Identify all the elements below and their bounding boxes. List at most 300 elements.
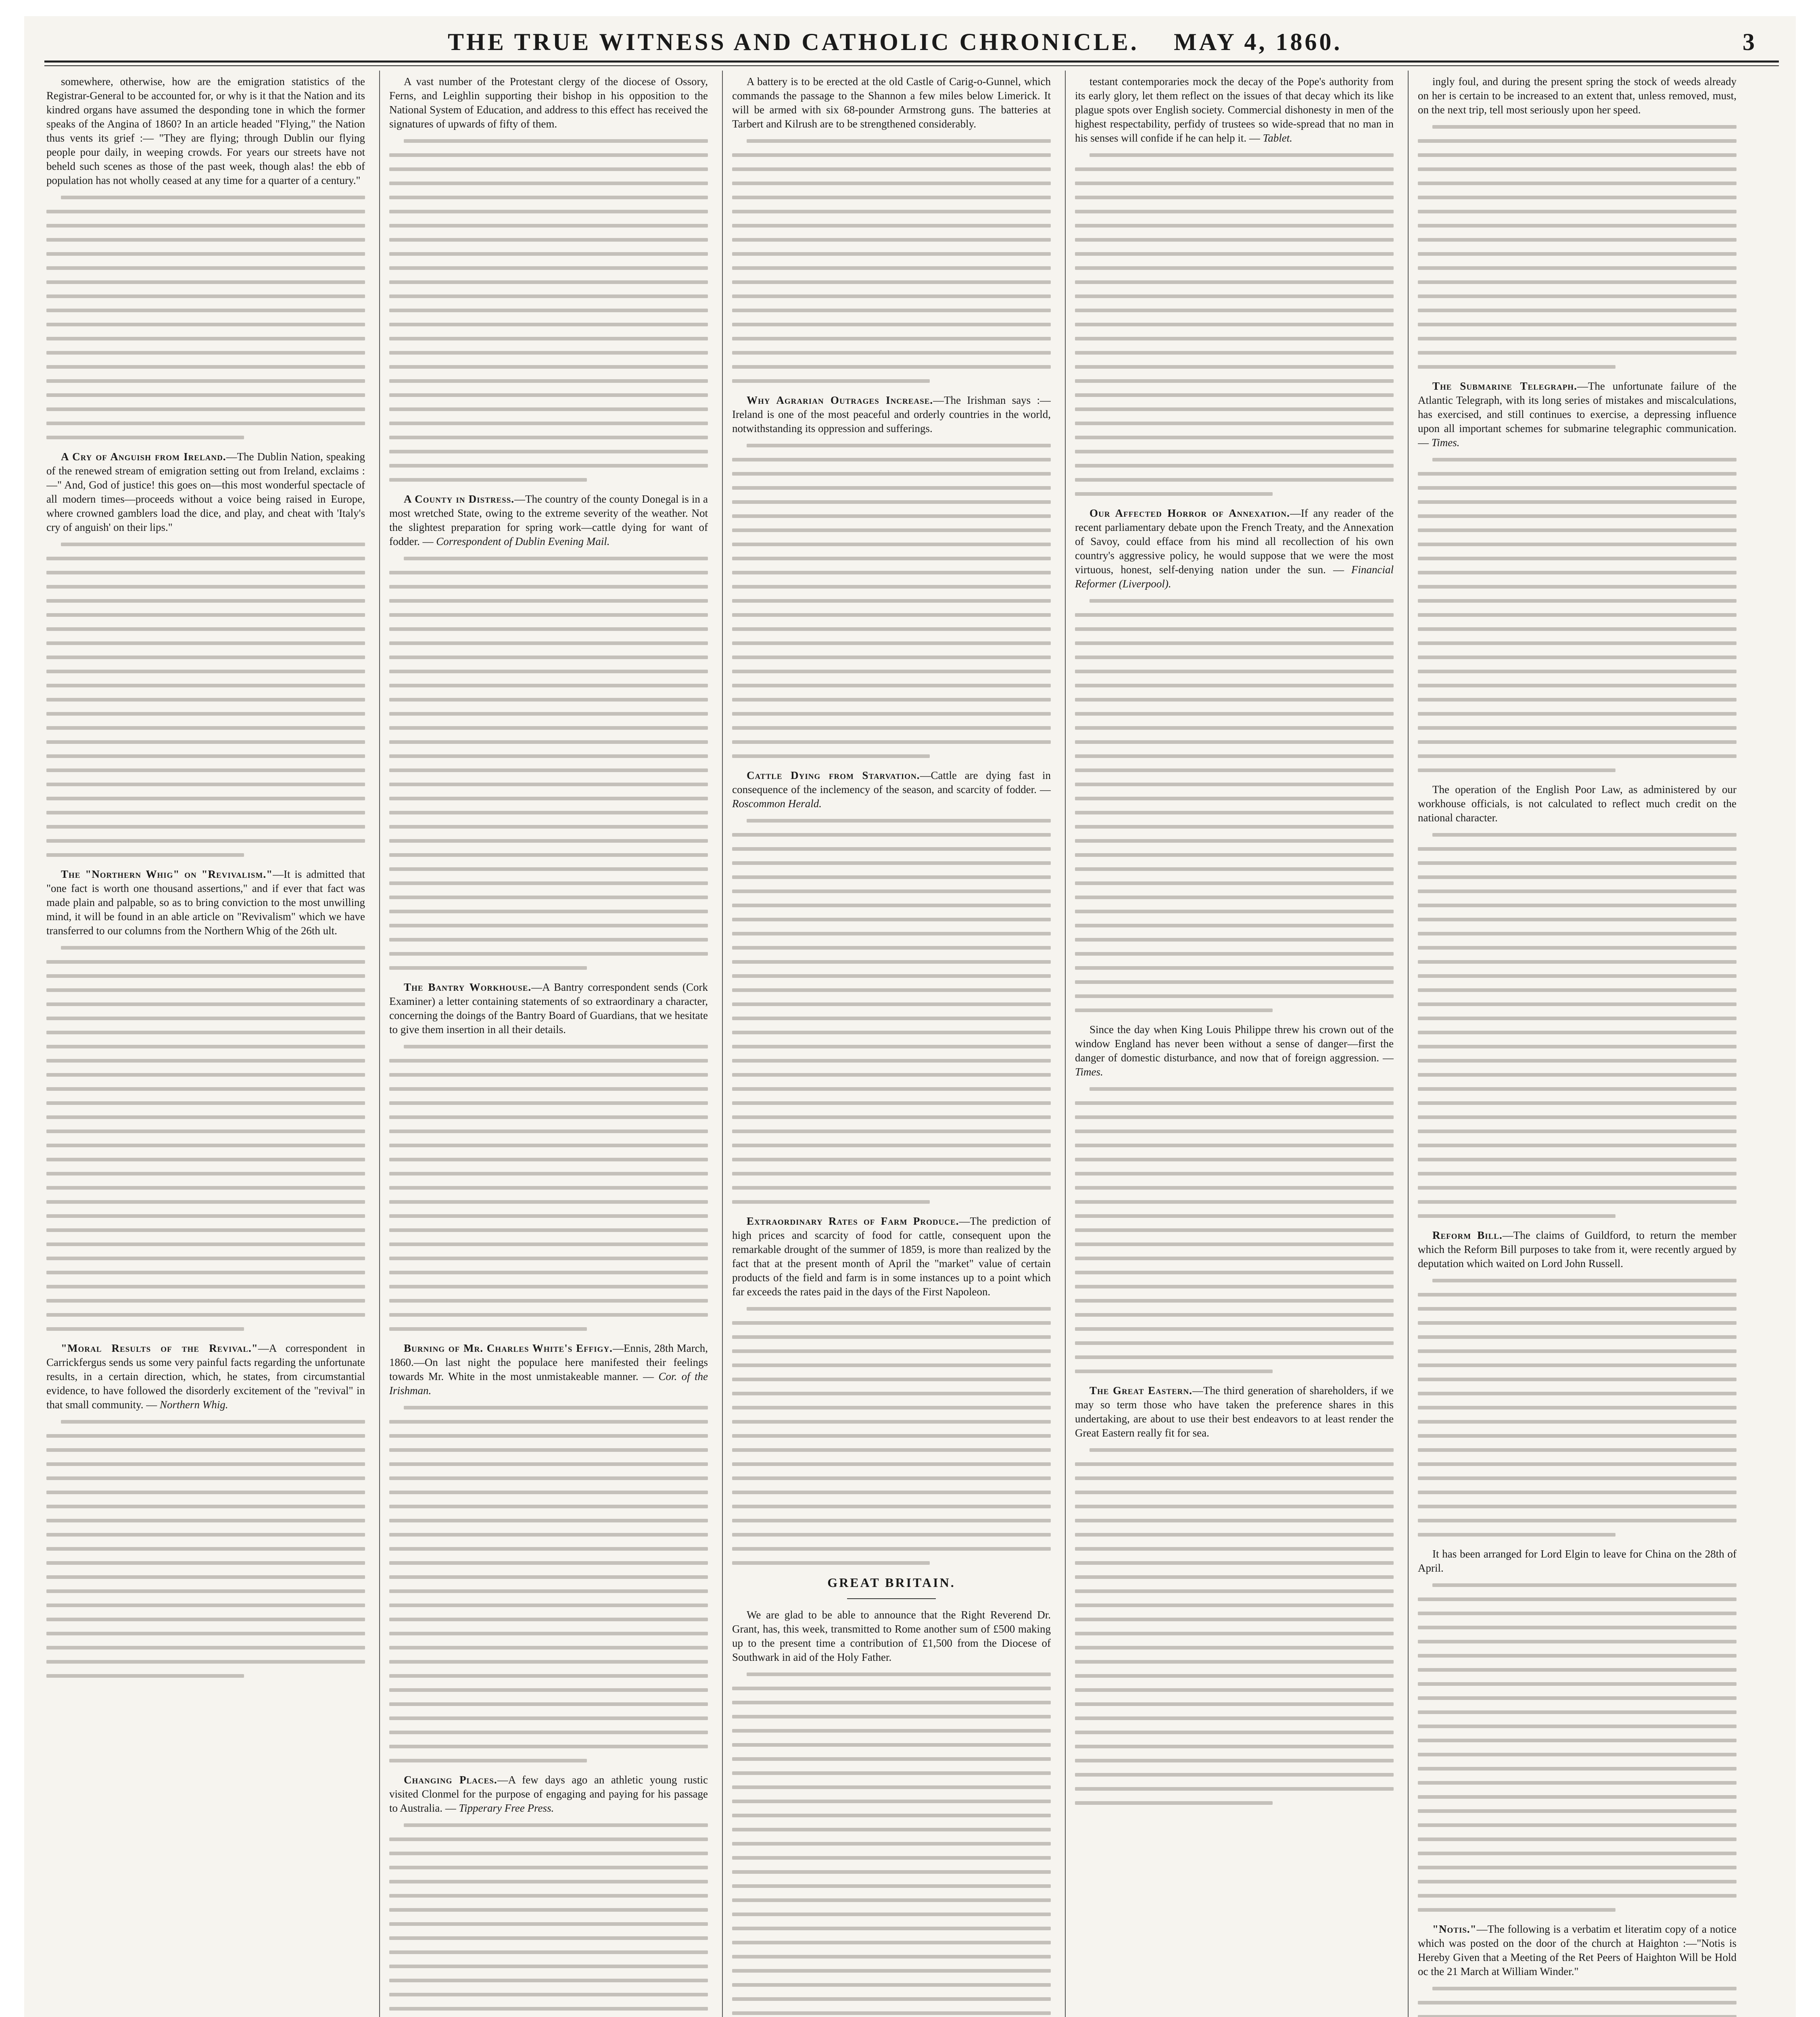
text-line [389, 952, 708, 956]
text-line [1418, 1668, 1737, 1672]
article-paragraph [46, 450, 365, 535]
article-text: The operation of the English Poor Law, as administered by our workhouse officials, is not calculated to reflect much credit on the national character. [1418, 783, 1737, 824]
article-paragraph [732, 393, 1051, 436]
text-line [732, 1842, 1051, 1846]
text-line [1075, 896, 1394, 899]
text-line [46, 1505, 365, 1508]
text-line [46, 1144, 365, 1147]
text-line [389, 1965, 708, 1968]
text-line [389, 1561, 708, 1565]
text-line [389, 1073, 708, 1077]
text-line [389, 896, 708, 899]
article-heading: Changing Places. [404, 1774, 497, 1786]
text-line [1075, 1144, 1394, 1147]
text-line [1418, 1321, 1737, 1325]
text-line [1418, 153, 1737, 157]
text-line [389, 1660, 708, 1664]
article-paragraph: Since the day when King Louis Philippe threw his crown out of the window England has never been without a sense of danger—first the danger of domestic disturbance, and now that of foreign aggression. — Times. [1075, 1023, 1394, 1078]
text-line [1418, 224, 1737, 228]
text-line [389, 1448, 708, 1452]
text-line [732, 1434, 1051, 1438]
text-line [389, 1313, 708, 1317]
text-line [404, 1406, 708, 1409]
text-line [1075, 684, 1394, 687]
text-line [732, 2011, 1051, 2015]
article-paragraph: Burning of Mr. Charles White's Effigy.—Ennis, 28th March, 1860.—On last night the populace here manifested their feelings towards Mr. White in the most unmistakeable manner. — Cor. of the Irishman. [389, 1342, 708, 1397]
text-line [1075, 740, 1394, 744]
text-line [389, 1702, 708, 1706]
text-line [1418, 1406, 1737, 1409]
text-line [1075, 881, 1394, 885]
text-line [389, 698, 708, 702]
text-line [389, 1228, 708, 1232]
text-line [732, 1884, 1051, 1888]
text-line [1075, 952, 1394, 956]
text-line [732, 712, 1051, 716]
article-source: Roscommon Herald. [732, 798, 822, 810]
text-line [1075, 1561, 1394, 1565]
text-line [1075, 450, 1394, 453]
text-line [46, 1674, 244, 1678]
text-line [1418, 1186, 1737, 1190]
text-line [732, 1392, 1051, 1395]
text-line [1418, 1894, 1737, 1898]
text-line [1418, 684, 1737, 687]
text-line [389, 768, 708, 772]
text-line [46, 1547, 365, 1551]
text-line [389, 294, 708, 298]
text-line [389, 210, 708, 213]
text-line [389, 938, 708, 942]
text-line [389, 825, 708, 829]
article-heading: The Great Eastern. [1089, 1384, 1192, 1397]
text-line [389, 754, 708, 758]
text-line [1418, 1640, 1737, 1643]
text-line [1418, 599, 1737, 603]
text-line [46, 627, 365, 631]
text-line [1075, 393, 1394, 397]
text-line [1418, 543, 1737, 546]
text-line [389, 1059, 708, 1063]
text-line [1418, 1448, 1737, 1452]
text-line [1418, 875, 1737, 879]
text-line [46, 1491, 365, 1494]
text-line [732, 1059, 1051, 1063]
text-line [1075, 1632, 1394, 1635]
text-line [1075, 1716, 1394, 1720]
text-line [1075, 407, 1394, 411]
text-line [61, 1420, 365, 1424]
text-line [389, 1257, 708, 1260]
text-line [732, 1505, 1051, 1508]
text-line [732, 1144, 1051, 1147]
text-line [1418, 1837, 1737, 1841]
text-line [1418, 139, 1737, 143]
text-line [732, 153, 1051, 157]
text-line [389, 351, 708, 355]
text-line [732, 1828, 1051, 1831]
text-line [46, 294, 365, 298]
text-line [1418, 1130, 1737, 1133]
text-line [389, 1476, 708, 1480]
text-line [389, 867, 708, 871]
text-line [46, 825, 365, 829]
text-line [732, 1814, 1051, 1817]
text-line [732, 1158, 1051, 1161]
article-heading: The Submarine Telegraph. [1432, 380, 1577, 392]
text-line [1418, 1809, 1737, 1813]
article-body-lines [1418, 458, 1737, 772]
text-line [1418, 1349, 1737, 1353]
article-text: —Cattle are dying fast in consequence of the inclemency of the season, and scarcity of fodder. [732, 769, 1051, 796]
text-line [46, 1604, 365, 1607]
text-line [46, 1257, 365, 1260]
text-line [389, 1894, 708, 1898]
article-paragraph [389, 980, 708, 1037]
article-body-lines [732, 1307, 1051, 1565]
text-line [732, 988, 1051, 992]
text-line [1432, 458, 1737, 461]
text-line [1075, 1172, 1394, 1176]
text-line [46, 1327, 244, 1331]
text-line [732, 946, 1051, 950]
text-line [1075, 478, 1394, 482]
text-line [389, 224, 708, 228]
text-line [732, 1800, 1051, 1803]
text-line [732, 280, 1051, 284]
text-line [732, 351, 1051, 355]
text-line [404, 557, 708, 560]
text-line [1089, 1087, 1394, 1091]
text-line [1418, 500, 1737, 504]
article-body-lines [46, 946, 365, 1331]
text-line [732, 585, 1051, 589]
article-heading: A County in Distress. [404, 493, 515, 505]
text-line [389, 1604, 708, 1607]
text-line [46, 337, 365, 340]
article-paragraph: "Moral Results of the Revival."—A correspondent in Carrickfergus sends us some very painful facts regarding the unfortunate results, in a certain direction, which, he states, from circumstantial evidence, to have followed the disorderly excitement of the "revival" in that small community. — Northern Whig. [46, 1342, 365, 1411]
article-heading: A Cry of Anguish from Ireland. [61, 451, 226, 463]
text-line [732, 1715, 1051, 1718]
text-line [732, 1101, 1051, 1105]
text-line [389, 196, 708, 199]
text-line [1075, 294, 1394, 298]
text-line [46, 599, 365, 603]
text-line [1075, 1327, 1394, 1331]
text-line [46, 1575, 365, 1579]
text-line [389, 910, 708, 913]
column-4 [1075, 75, 1394, 2017]
text-line [732, 1927, 1051, 1930]
text-line [1418, 1031, 1737, 1034]
text-line [46, 1073, 365, 1077]
text-line [46, 656, 365, 659]
text-line [1075, 1519, 1394, 1522]
text-line [61, 196, 365, 199]
text-line [1075, 754, 1394, 758]
text-line [389, 1299, 708, 1303]
text-line [732, 1547, 1051, 1551]
text-line [1418, 1087, 1737, 1091]
text-line [732, 379, 930, 383]
text-line [389, 853, 708, 857]
text-line [732, 1955, 1051, 1959]
text-line [389, 238, 708, 242]
text-line [46, 684, 365, 687]
text-line [46, 1214, 365, 1218]
text-line [389, 1731, 708, 1734]
column-1 [46, 75, 365, 2017]
text-line [1432, 833, 1737, 837]
text-line [1075, 867, 1394, 871]
text-line [46, 1158, 365, 1161]
text-line [404, 139, 708, 143]
article-body-lines [389, 557, 708, 970]
article-text: —A few days ago an athletic young rustic visited Clonmel for the purpose of engaging and paying for his passage to Australia. [389, 1774, 708, 1814]
text-line [732, 918, 1051, 921]
text-line [1075, 436, 1394, 439]
text-line [1075, 309, 1394, 312]
text-line [1075, 1370, 1273, 1373]
text-line [389, 309, 708, 312]
text-line [732, 323, 1051, 326]
text-line [1418, 571, 1737, 574]
text-line [1075, 1533, 1394, 1537]
text-line [732, 1785, 1051, 1789]
text-line [389, 1172, 708, 1176]
text-line [1075, 492, 1273, 496]
text-line [732, 889, 1051, 893]
text-line [389, 1589, 708, 1593]
text-line [1418, 1045, 1737, 1048]
article-text: —The third generation of shareholders, if we may so term those who have taken the preference shares in this undertaking, are about to use their best endeavors to at least render the Great Eastern really fit for sea. [1075, 1384, 1394, 1439]
text-line [389, 422, 708, 425]
text-line [1418, 323, 1737, 326]
article-paragraph: Changing Places.—A few days ago an athletic young rustic visited Clonmel for the purpose of engaging and paying for his passage to Australia. — Tipperary Free Press. [389, 1774, 708, 1814]
text-line [1075, 726, 1394, 730]
article-text: —The claims of Guildford, to return the member which the Reform Bill purposes to take from it, were recently argued by deputation which waited on Lord John Russell. [1418, 1229, 1737, 1269]
article-source: Cor. of the Irishman. [389, 1370, 708, 1397]
text-line [46, 1186, 365, 1190]
text-line [389, 1950, 708, 1954]
text-line [389, 1144, 708, 1147]
text-line [46, 1017, 365, 1020]
text-line [1075, 1186, 1394, 1190]
text-line [1075, 797, 1394, 800]
page-margin [1796, 16, 1820, 2017]
text-line [1075, 351, 1394, 355]
text-line [732, 613, 1051, 617]
text-line [389, 571, 708, 574]
text-line [732, 1378, 1051, 1381]
article-body-lines [1418, 1987, 1737, 2017]
text-line [1418, 698, 1737, 702]
text-line [1075, 224, 1394, 228]
text-line [1418, 585, 1737, 589]
text-line [1075, 825, 1394, 829]
article-text: —The country of the county Donegal is in a most wretched State, owing to the extreme severity of the weather. Not the slightest preparation for spring work—cattle dying for want of fodder. [389, 493, 708, 547]
text-line [1075, 1759, 1394, 1762]
article-body-lines [732, 819, 1051, 1204]
text-line [1418, 238, 1737, 242]
text-line [389, 1462, 708, 1466]
article-heading: Our Affected Horror of Annexation. [1089, 507, 1290, 519]
text-line [1075, 670, 1394, 673]
text-line [1075, 966, 1394, 970]
article-heading: Why Agrarian Outrages Increase. [747, 394, 933, 406]
masthead-underrule [44, 65, 1779, 66]
text-line [389, 811, 708, 814]
text-line [1075, 1589, 1394, 1593]
text-line [732, 1130, 1051, 1133]
text-line [1075, 1271, 1394, 1274]
text-line [389, 881, 708, 885]
article-source: Times. [1431, 436, 1460, 449]
text-line [389, 1716, 708, 1720]
article-heading: The "Northern Whig" on "Revivalism." [61, 868, 273, 880]
text-line [1418, 1158, 1737, 1161]
text-line [1418, 847, 1737, 851]
text-line [46, 571, 365, 574]
text-line [46, 1299, 365, 1303]
text-line [732, 557, 1051, 560]
text-line [389, 252, 708, 256]
text-line [1418, 1612, 1737, 1615]
text-line [46, 1271, 365, 1274]
text-line [46, 351, 365, 355]
text-line [1418, 754, 1737, 758]
text-line [732, 1856, 1051, 1860]
text-line [1075, 280, 1394, 284]
text-line [1075, 1242, 1394, 1246]
text-line [389, 1101, 708, 1105]
text-line [1418, 337, 1737, 340]
text-line [46, 1172, 365, 1176]
text-line [46, 1434, 365, 1438]
text-line [46, 224, 365, 228]
article-body-lines [1075, 599, 1394, 1012]
text-line [389, 1993, 708, 1996]
text-line [46, 811, 365, 814]
article-paragraph: Cattle Dying from Starvation.—Cattle are dying fast in consequence of the inclemency of the season, and scarcity of fodder. — Roscommon Herald. [732, 769, 1051, 810]
text-line [1418, 1908, 1615, 1912]
text-line [732, 904, 1051, 907]
text-line [732, 726, 1051, 730]
article-paragraph: testant contemporaries mock the decay of the Pope's authority from its early glory, let them reflect on the issues of that decay which its like plague spots over English society. Commercial dishonesty in men of the highest respectability, perfidy of trustees so wide-spread that no man in his senses will confide if he can help it. — Tablet. [1075, 75, 1394, 144]
text-line [46, 280, 365, 284]
text-line [732, 932, 1051, 935]
article-body-lines [1075, 1448, 1394, 1805]
text-line [389, 641, 708, 645]
text-line [1075, 1101, 1394, 1105]
text-line [732, 974, 1051, 978]
text-line [1418, 1115, 1737, 1119]
text-line [1418, 627, 1737, 631]
text-line [1075, 1618, 1394, 1621]
text-line [1418, 1696, 1737, 1700]
article-source: Tablet. [1263, 132, 1292, 144]
article-text: —The Irishman says :—Ireland is one of the most peaceful and orderly countries in the world, notwithstanding its oppression and sufferings. [732, 394, 1051, 434]
text-line [1418, 1823, 1737, 1827]
text-line [1418, 656, 1737, 659]
article-body-lines [1418, 1279, 1737, 1537]
text-line [1075, 464, 1394, 468]
article-body-lines [46, 543, 365, 857]
text-line [1418, 1626, 1737, 1629]
text-line [1075, 1674, 1394, 1678]
article-heading: "Notis." [1432, 1923, 1477, 1935]
text-line [732, 847, 1051, 851]
text-line [1418, 946, 1737, 950]
masthead [44, 28, 1779, 56]
text-line [1418, 528, 1737, 532]
text-line [389, 153, 708, 157]
article-body-lines [732, 444, 1051, 758]
text-line [389, 1505, 708, 1508]
article-paragraph: The Submarine Telegraph.—The unfortunate failure of the Atlantic Telegraph, with its long series of mistakes and miscalculations, has exercised, and still continues to exercise, a depressing influence upon all important schemes for submarine telegraphic communication. — Times. [1418, 380, 1737, 449]
text-line [732, 1406, 1051, 1409]
text-line [46, 1533, 365, 1537]
text-line [404, 1045, 708, 1048]
text-line [46, 323, 365, 326]
text-line [404, 1823, 708, 1827]
article-heading: Burning of Mr. Charles White's Effigy. [404, 1342, 613, 1354]
text-line [389, 1434, 708, 1438]
text-line [732, 1420, 1051, 1424]
text-line [1075, 1130, 1394, 1133]
text-line [1075, 1214, 1394, 1218]
text-line [1075, 196, 1394, 199]
text-line [46, 436, 244, 439]
article-text: —A correspondent in Carrickfergus sends us some very painful facts regarding the unfortunate results, in a certain direction, which, he states, from circumstantial evidence, to have followed the disorderly excitement of the "revival" in that small community. [46, 1342, 365, 1411]
article-text: A vast number of the Protestant clergy of the diocese of Ossory, Ferns, and Leighlin supporting their bishop in his opposition to the National System of Education, and address to this effect has received the signatures of upwards of fifty of them. [389, 75, 708, 130]
text-line [389, 797, 708, 800]
text-line [389, 966, 587, 970]
text-line [389, 1200, 708, 1204]
text-line [1418, 280, 1737, 284]
text-line [46, 1462, 365, 1466]
text-line [1075, 1200, 1394, 1204]
text-line [1075, 210, 1394, 213]
text-line [1075, 1787, 1394, 1791]
text-line [46, 768, 365, 772]
text-line [1418, 613, 1737, 617]
text-line [1418, 1597, 1737, 1601]
text-line [1418, 1335, 1737, 1339]
text-line [747, 139, 1051, 143]
text-line [46, 1242, 365, 1246]
text-line [389, 1214, 708, 1218]
text-line [389, 1130, 708, 1133]
text-line [46, 309, 365, 312]
text-line [389, 1519, 708, 1522]
text-line [1418, 1654, 1737, 1658]
article-text: A battery is to be erected at the old Castle of Carig-o-Gunnel, which commands the passage to the Shannon a few miles below Limerick. It will be armed with six 68-pounder Armstrong guns. The batteries at Tarbert and Kilrush are to be strengthened considerably. [732, 75, 1051, 130]
text-line [732, 167, 1051, 171]
article-paragraph [1418, 1922, 1737, 1979]
text-line [46, 393, 365, 397]
text-line [46, 1059, 365, 1063]
column-divider [1065, 71, 1066, 2017]
text-line [1075, 1505, 1394, 1508]
text-line [732, 528, 1051, 532]
text-line [1075, 853, 1394, 857]
text-line [1075, 337, 1394, 340]
text-line [1418, 904, 1737, 907]
text-line [732, 1870, 1051, 1874]
text-line [1075, 1285, 1394, 1288]
text-line [1075, 1702, 1394, 1706]
